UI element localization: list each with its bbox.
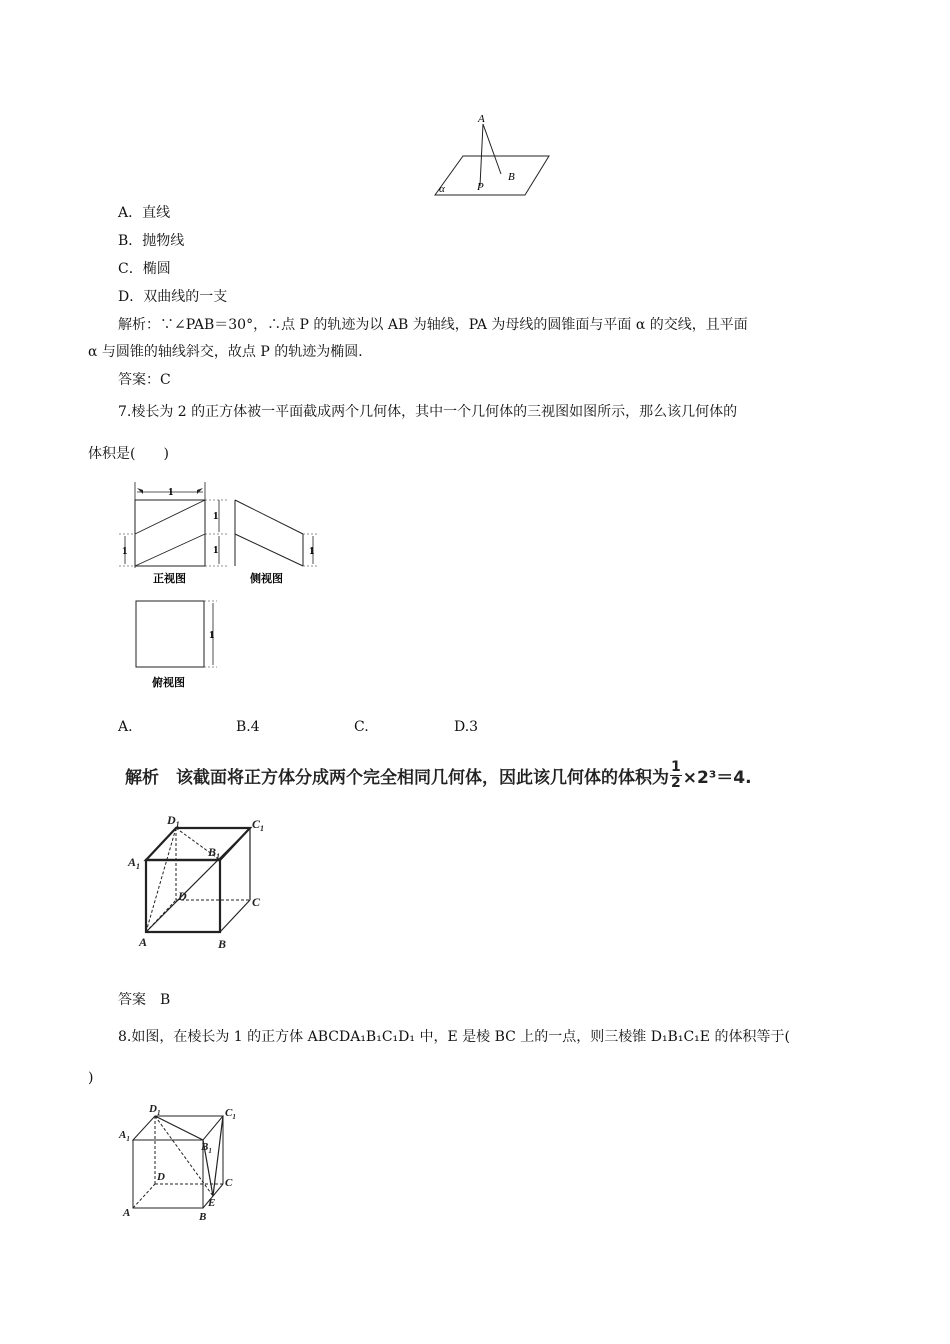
q7-cube-figure xyxy=(122,808,272,956)
q7-solution-text: 解析 该截面将正方体分成两个完全相同几何体，因此该几何体的体积为 xyxy=(125,767,669,788)
top-view xyxy=(136,601,217,689)
q8-stem-line2: ) xyxy=(88,1070,94,1086)
label-E: E xyxy=(208,1197,216,1209)
label-B: B xyxy=(218,937,227,951)
label-C1: $C_1$ xyxy=(252,817,265,833)
label-P: P xyxy=(477,181,484,193)
plane-alpha xyxy=(435,156,549,195)
q6-analysis-line1: 解析：∵∠PAB＝30°，∴点 P 的轨迹为以 AB 为轴线，PA 为母线的圆锥面与平面 α 的交线，且平面 xyxy=(118,317,748,333)
label-A: A xyxy=(139,935,148,949)
q7-option-d: D.3 xyxy=(454,719,479,735)
q7-option-a: A. xyxy=(118,719,133,735)
q6-option-b: B．抛物线 xyxy=(118,233,185,249)
q7-solution xyxy=(125,755,752,795)
fraction-numerator: 1 xyxy=(671,758,681,775)
q7-solution-suffix: ×2³＝4. xyxy=(682,767,752,788)
q7-stem-line2: 体积是( ) xyxy=(88,446,169,462)
dim-side: 1 xyxy=(309,545,315,557)
label-C: C xyxy=(225,1177,233,1189)
q7-fraction xyxy=(670,760,682,791)
q6-option-d: D．双曲线的一支 xyxy=(118,289,228,305)
label-D: D xyxy=(157,1171,165,1183)
label-A: A xyxy=(123,1207,131,1219)
label-C1: $C_1$ xyxy=(225,1107,236,1121)
dim-right-lower: 1 xyxy=(213,544,219,556)
label-alpha: α xyxy=(439,183,445,195)
label-D: D xyxy=(178,889,187,903)
front-view xyxy=(119,482,227,585)
three-view-figure xyxy=(115,478,340,698)
label-B1: $B_1$ xyxy=(201,1141,212,1155)
label-C: C xyxy=(252,895,261,909)
label-B: B xyxy=(508,171,515,183)
q7-option-b: B.4 xyxy=(236,719,260,735)
dim-right-upper: 1 xyxy=(213,510,219,522)
side-view xyxy=(235,500,319,585)
side-view-label: 侧视图 xyxy=(250,573,283,585)
q7-answer: 答案 B xyxy=(118,992,171,1008)
dim-top-view: 1 xyxy=(209,629,215,641)
q8-stem-line1: 8.如图，在棱长为 1 的正方体 ABCDA₁B₁C₁D₁ 中，E 是棱 BC 上的一点，则三棱锥 D₁B₁C₁E 的体积等于( xyxy=(118,1029,790,1045)
q6-option-a: A．直线 xyxy=(118,205,171,221)
label-D1: $D_1$ xyxy=(149,1103,161,1117)
q6-analysis-line2: α 与圆锥的轴线斜交，故点 P 的轨迹为椭圆． xyxy=(88,344,373,360)
q7-option-c: C. xyxy=(354,719,369,735)
label-B1: $B_1$ xyxy=(208,845,221,861)
label-D1: $D_1$ xyxy=(167,813,180,829)
label-A: A xyxy=(478,113,485,125)
dim-top: 1 xyxy=(168,486,174,498)
dim-left: 1 xyxy=(122,545,128,557)
top-view-label: 俯视图 xyxy=(152,677,185,689)
label-A1: $A_1$ xyxy=(128,855,141,871)
q8-cube-figure xyxy=(115,1100,255,1232)
q6-answer: 答案：C xyxy=(118,372,171,388)
q7-stem-line1: 7.棱长为 2 的正方体被一平面截成两个几何体，其中一个几何体的三视图如图所示，那么该几何体的 xyxy=(118,404,738,420)
front-view-label: 正视图 xyxy=(153,573,186,585)
fraction-denominator: 2 xyxy=(671,774,681,791)
q6-option-c: C．椭圆 xyxy=(118,261,171,277)
label-B: B xyxy=(199,1211,207,1223)
plane-cone-figure xyxy=(425,108,565,200)
label-A1: $A_1$ xyxy=(119,1129,130,1143)
